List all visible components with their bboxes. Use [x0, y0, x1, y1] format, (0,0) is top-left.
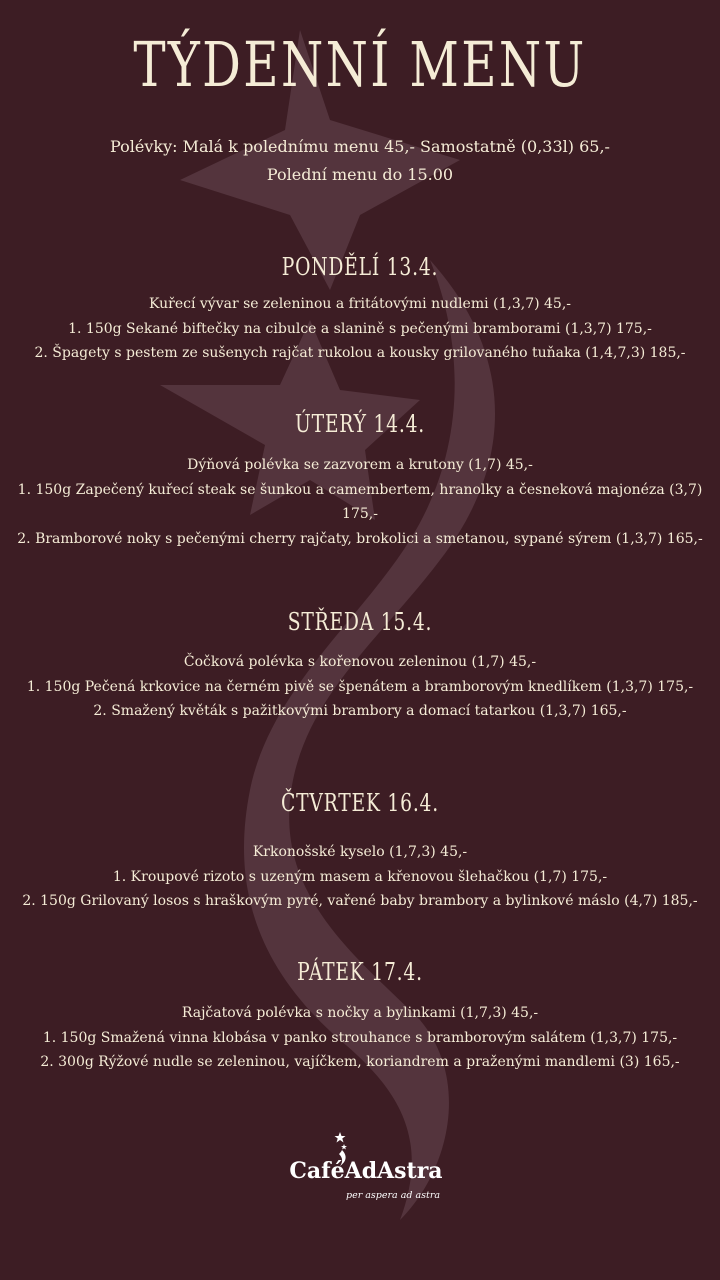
menu-item: Čočková polévka s kořenovou zeleninou (1,7) 45,-: [183, 654, 537, 670]
menu-item: Rajčatová polévka s nočky a bylinkami (1,7,3) 45,-: [181, 1005, 539, 1021]
page-title: TÝDENNÍ MENU: [133, 28, 587, 101]
menu-item: Krkonošské kyselo (1,7,3) 45,-: [252, 844, 468, 860]
cafe-logo: [278, 1132, 454, 1208]
day-heading-tuesday: ÚTERÝ 14.4.: [295, 410, 425, 438]
day-items-tuesday: [10, 453, 710, 551]
menu-item: 1. Kroupové rizoto s uzeným masem a křenovou šlehačkou (1,7) 175,-: [112, 868, 608, 885]
menu-item: Dýňová polévka se zazvorem a krutony (1,7) 45,-: [187, 457, 533, 473]
menu-item: 2. Špagety s pestem ze sušenych rajčat rukolou a kousky grilovaného tuňaka (1,4,7,3) 185,-: [34, 345, 686, 361]
menu-item: 1. 150g Pečená krkovice na černém pivě se špenátem a bramborovým knedlíkem (1,3,7) 175,-: [26, 678, 694, 695]
day-heading-thursday: ČTVRTEK 16.4.: [281, 789, 439, 817]
menu-item: 1. 150g Sekané biftečky na cibulce a slanině s pečenými bramborami (1,3,7) 175,-: [68, 320, 652, 337]
logo-name: CaféAdAstra: [289, 1158, 443, 1184]
menu-item: 2. Bramborové noky s pečenými cherry rajčaty, brokolici a smetanou, sypané sýrem (1,3,7) 165,-: [17, 530, 703, 547]
logo-tagline: per aspera ad astra: [346, 1190, 441, 1201]
soup-prices: Polévky: Malá k polednímu menu 45,- Samostatně (0,33l) 65,-: [110, 137, 610, 156]
day-items-thursday: [10, 840, 710, 914]
menu-item: 2. 150g Grilovaný losos s hraškovým pyré, vařené baby brambory a bylinkové máslo (4,7) 185,-: [22, 893, 698, 909]
menu-item: 1. 150g Zapečený kuřecí steak se šunkou a camembertem, hranolky a česneková majonéza (3,7) 175,-: [17, 481, 703, 522]
menu-item: 2. 300g Rýžové nudle se zeleninou, vajíčkem, koriandrem a praženými mandlemi (3) 165,-: [40, 1054, 680, 1070]
day-items-monday: [10, 292, 710, 366]
lunch-hours: Polední menu do 15.00: [266, 165, 454, 184]
day-heading-friday: PÁTEK 17.4.: [297, 958, 423, 986]
menu-item: 2. Smažený květák s pažitkovými brambory a domací tatarkou (1,3,7) 165,-: [93, 703, 627, 719]
day-heading-monday: PONDĚLÍ 13.4.: [281, 253, 439, 281]
day-items-wednesday: [10, 650, 710, 724]
menu-item: Kuřecí vývar se zeleninou a fritátovými nudlemi (1,3,7) 45,-: [148, 296, 572, 312]
day-heading-wednesday: STŘEDA 15.4.: [287, 608, 433, 636]
menu-item: 1. 150g Smažená vinna klobása v panko strouhance s bramborovým salátem (1,3,7) 175,-: [42, 1029, 678, 1046]
day-items-friday: [10, 1001, 710, 1075]
